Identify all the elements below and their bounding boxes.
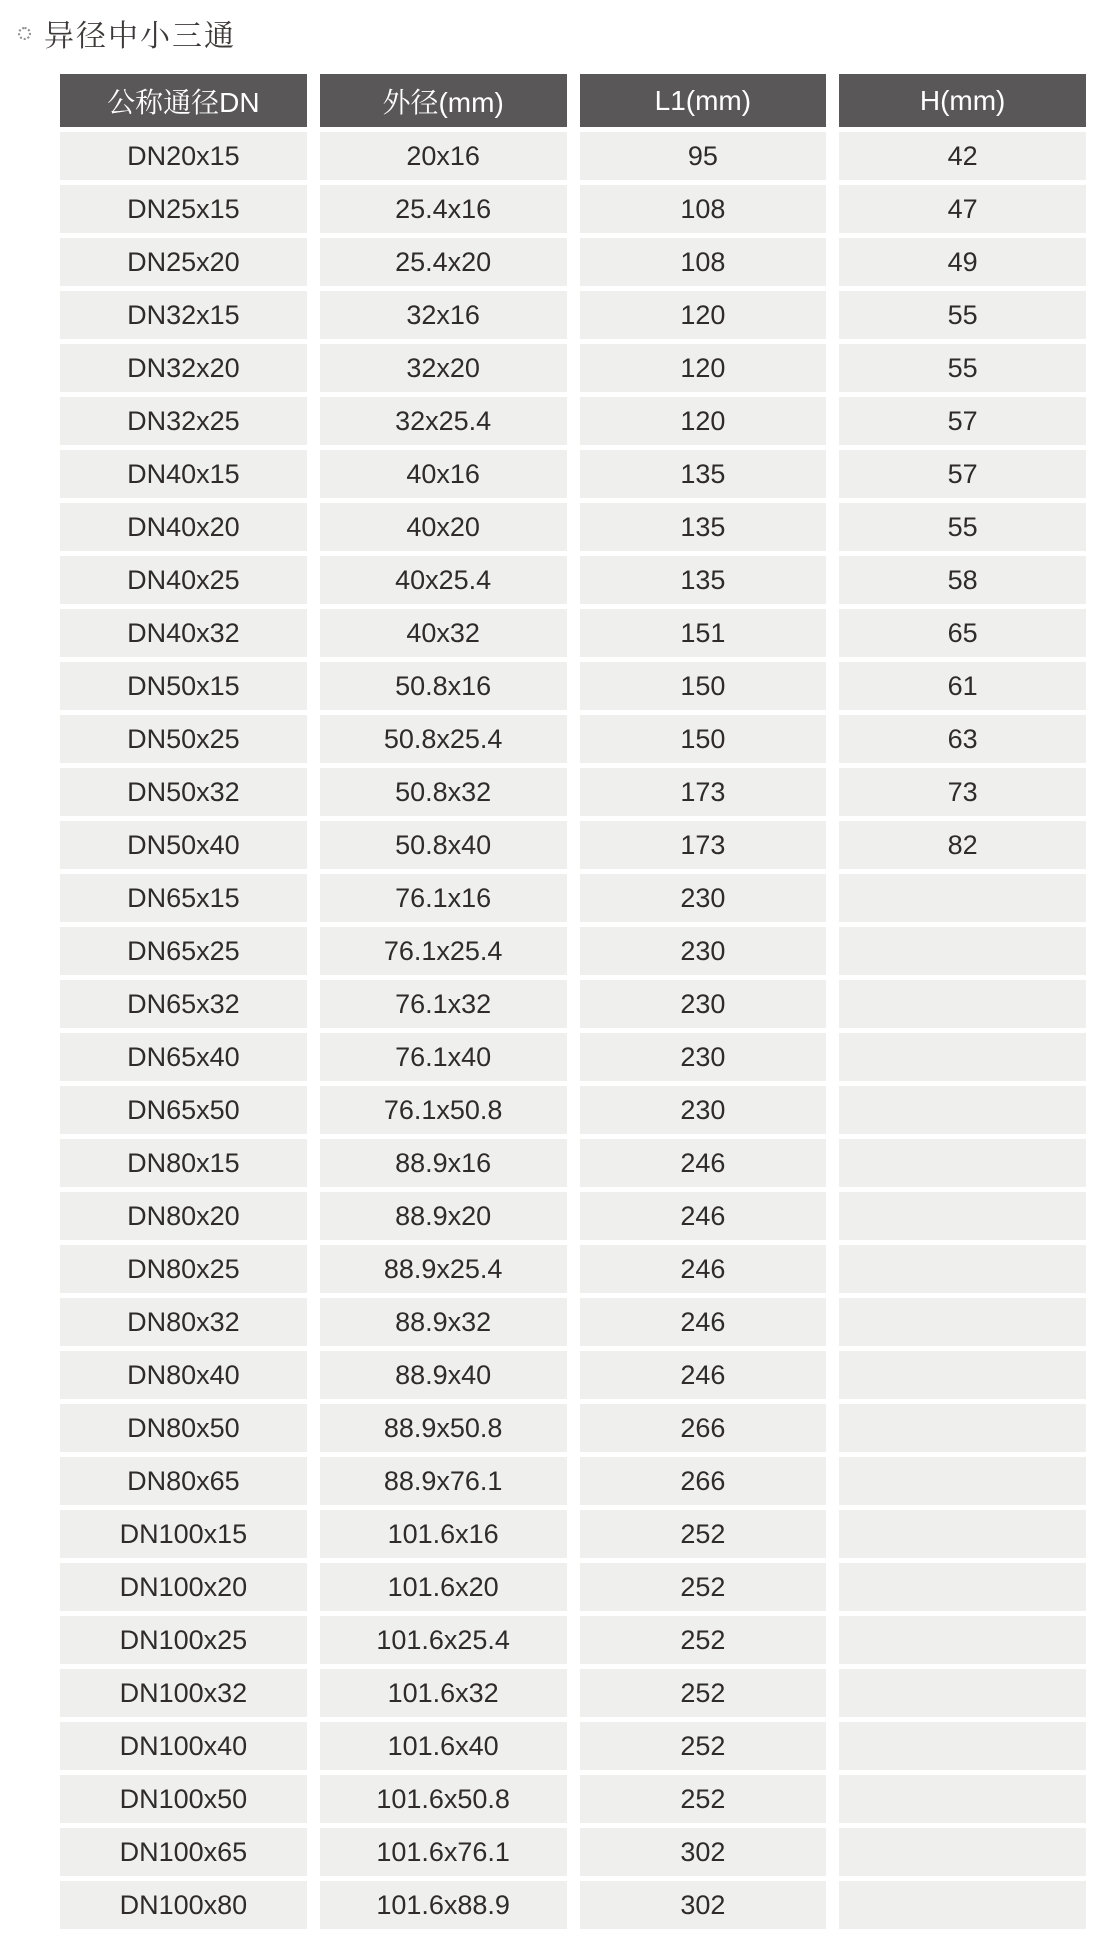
column-header-od: 外径(mm)	[320, 74, 567, 127]
cell-l1: 230	[580, 927, 827, 975]
cell-od: 76.1x50.8	[320, 1086, 567, 1134]
cell-h	[839, 1510, 1086, 1558]
cell-od: 101.6x88.9	[320, 1881, 567, 1929]
cell-dn: DN40x25	[60, 556, 307, 604]
cell-od: 20x16	[320, 132, 567, 180]
cell-od: 88.9x32	[320, 1298, 567, 1346]
cell-h	[839, 1351, 1086, 1399]
cell-l1: 173	[580, 821, 827, 869]
cell-h	[839, 1616, 1086, 1664]
cell-l1: 266	[580, 1404, 827, 1452]
cell-od: 50.8x32	[320, 768, 567, 816]
cell-l1: 246	[580, 1298, 827, 1346]
cell-h	[839, 1298, 1086, 1346]
cell-h: 82	[839, 821, 1086, 869]
cell-l1: 252	[580, 1616, 827, 1664]
cell-h	[839, 1669, 1086, 1717]
cell-od: 88.9x76.1	[320, 1457, 567, 1505]
column-header-l1: L1(mm)	[580, 74, 827, 127]
cell-od: 88.9x20	[320, 1192, 567, 1240]
cell-od: 101.6x20	[320, 1563, 567, 1611]
cell-l1: 108	[580, 185, 827, 233]
section-title-row	[0, 0, 1100, 53]
cell-od: 76.1x40	[320, 1033, 567, 1081]
cell-h	[839, 1033, 1086, 1081]
cell-h: 47	[839, 185, 1086, 233]
cell-l1: 230	[580, 1033, 827, 1081]
cell-dn: DN25x20	[60, 238, 307, 286]
cell-od: 25.4x16	[320, 185, 567, 233]
cell-od: 40x20	[320, 503, 567, 551]
cell-dn: DN80x20	[60, 1192, 307, 1240]
cell-h: 65	[839, 609, 1086, 657]
cell-l1: 302	[580, 1881, 827, 1929]
cell-dn: DN40x32	[60, 609, 307, 657]
cell-od: 50.8x25.4	[320, 715, 567, 763]
cell-l1: 266	[580, 1457, 827, 1505]
cell-od: 101.6x25.4	[320, 1616, 567, 1664]
cell-l1: 95	[580, 132, 827, 180]
cell-dn: DN100x32	[60, 1669, 307, 1717]
cell-od: 32x16	[320, 291, 567, 339]
cell-dn: DN65x25	[60, 927, 307, 975]
cell-dn: DN32x20	[60, 344, 307, 392]
cell-l1: 151	[580, 609, 827, 657]
cell-dn: DN25x15	[60, 185, 307, 233]
cell-l1: 246	[580, 1139, 827, 1187]
cell-od: 101.6x76.1	[320, 1828, 567, 1876]
cell-od: 76.1x25.4	[320, 927, 567, 975]
column-header-h: H(mm)	[839, 74, 1086, 127]
cell-od: 88.9x50.8	[320, 1404, 567, 1452]
cell-dn: DN32x25	[60, 397, 307, 445]
cell-l1: 252	[580, 1563, 827, 1611]
cell-h: 58	[839, 556, 1086, 604]
cell-dn: DN50x25	[60, 715, 307, 763]
cell-l1: 120	[580, 344, 827, 392]
cell-dn: DN100x80	[60, 1881, 307, 1929]
cell-l1: 150	[580, 715, 827, 763]
cell-dn: DN40x20	[60, 503, 307, 551]
cell-h: 73	[839, 768, 1086, 816]
cell-dn: DN100x20	[60, 1563, 307, 1611]
cell-dn: DN100x15	[60, 1510, 307, 1558]
cell-dn: DN100x40	[60, 1722, 307, 1770]
cell-h	[839, 1245, 1086, 1293]
cell-dn: DN65x15	[60, 874, 307, 922]
cell-h	[839, 1457, 1086, 1505]
cell-od: 101.6x32	[320, 1669, 567, 1717]
cell-l1: 108	[580, 238, 827, 286]
cell-h: 55	[839, 503, 1086, 551]
cell-l1: 302	[580, 1828, 827, 1876]
cell-dn: DN100x25	[60, 1616, 307, 1664]
cell-dn: DN50x32	[60, 768, 307, 816]
cell-l1: 246	[580, 1192, 827, 1240]
cell-h	[839, 980, 1086, 1028]
cell-h	[839, 1775, 1086, 1823]
cell-od: 88.9x40	[320, 1351, 567, 1399]
cell-dn: DN65x32	[60, 980, 307, 1028]
cell-h: 61	[839, 662, 1086, 710]
cell-l1: 246	[580, 1245, 827, 1293]
cell-od: 32x25.4	[320, 397, 567, 445]
cell-dn: DN40x15	[60, 450, 307, 498]
cell-h	[839, 874, 1086, 922]
cell-h	[839, 1563, 1086, 1611]
cell-l1: 120	[580, 291, 827, 339]
cell-h	[839, 1192, 1086, 1240]
cell-dn: DN50x40	[60, 821, 307, 869]
cell-od: 32x20	[320, 344, 567, 392]
cell-l1: 246	[580, 1351, 827, 1399]
cell-dn: DN100x65	[60, 1828, 307, 1876]
cell-h	[839, 1139, 1086, 1187]
cell-h: 57	[839, 450, 1086, 498]
cell-h	[839, 927, 1086, 975]
cell-l1: 252	[580, 1669, 827, 1717]
cell-dn: DN65x50	[60, 1086, 307, 1134]
cell-od: 25.4x20	[320, 238, 567, 286]
cell-dn: DN80x40	[60, 1351, 307, 1399]
cell-h	[839, 1404, 1086, 1452]
cell-h: 42	[839, 132, 1086, 180]
column-header-dn: 公称通径DN	[60, 74, 307, 127]
cell-h: 63	[839, 715, 1086, 763]
cell-dn: DN80x15	[60, 1139, 307, 1187]
cell-od: 50.8x16	[320, 662, 567, 710]
cell-od: 101.6x40	[320, 1722, 567, 1770]
cell-od: 101.6x50.8	[320, 1775, 567, 1823]
cell-dn: DN32x15	[60, 291, 307, 339]
cell-h: 55	[839, 344, 1086, 392]
cell-od: 40x32	[320, 609, 567, 657]
cell-od: 88.9x16	[320, 1139, 567, 1187]
cell-h	[839, 1828, 1086, 1876]
cell-od: 76.1x32	[320, 980, 567, 1028]
cell-od: 50.8x40	[320, 821, 567, 869]
cell-l1: 135	[580, 556, 827, 604]
cell-dn: DN65x40	[60, 1033, 307, 1081]
cell-h	[839, 1722, 1086, 1770]
cell-od: 88.9x25.4	[320, 1245, 567, 1293]
spec-table	[60, 74, 1086, 1929]
cell-dn: DN50x15	[60, 662, 307, 710]
cell-od: 76.1x16	[320, 874, 567, 922]
cell-l1: 173	[580, 768, 827, 816]
cell-dn: DN80x32	[60, 1298, 307, 1346]
cell-l1: 230	[580, 1086, 827, 1134]
cell-od: 101.6x16	[320, 1510, 567, 1558]
circle-bullet-icon	[18, 27, 31, 40]
page-title: 异径中小三通	[44, 20, 236, 53]
cell-h	[839, 1881, 1086, 1929]
cell-dn: DN20x15	[60, 132, 307, 180]
cell-l1: 230	[580, 980, 827, 1028]
cell-l1: 120	[580, 397, 827, 445]
cell-dn: DN80x50	[60, 1404, 307, 1452]
cell-l1: 252	[580, 1510, 827, 1558]
cell-l1: 135	[580, 503, 827, 551]
cell-h: 55	[839, 291, 1086, 339]
cell-l1: 252	[580, 1722, 827, 1770]
cell-dn: DN80x25	[60, 1245, 307, 1293]
cell-h: 57	[839, 397, 1086, 445]
cell-h	[839, 1086, 1086, 1134]
cell-od: 40x16	[320, 450, 567, 498]
cell-l1: 252	[580, 1775, 827, 1823]
cell-dn: DN100x50	[60, 1775, 307, 1823]
cell-od: 40x25.4	[320, 556, 567, 604]
cell-l1: 135	[580, 450, 827, 498]
cell-l1: 150	[580, 662, 827, 710]
cell-dn: DN80x65	[60, 1457, 307, 1505]
cell-l1: 230	[580, 874, 827, 922]
cell-h: 49	[839, 238, 1086, 286]
